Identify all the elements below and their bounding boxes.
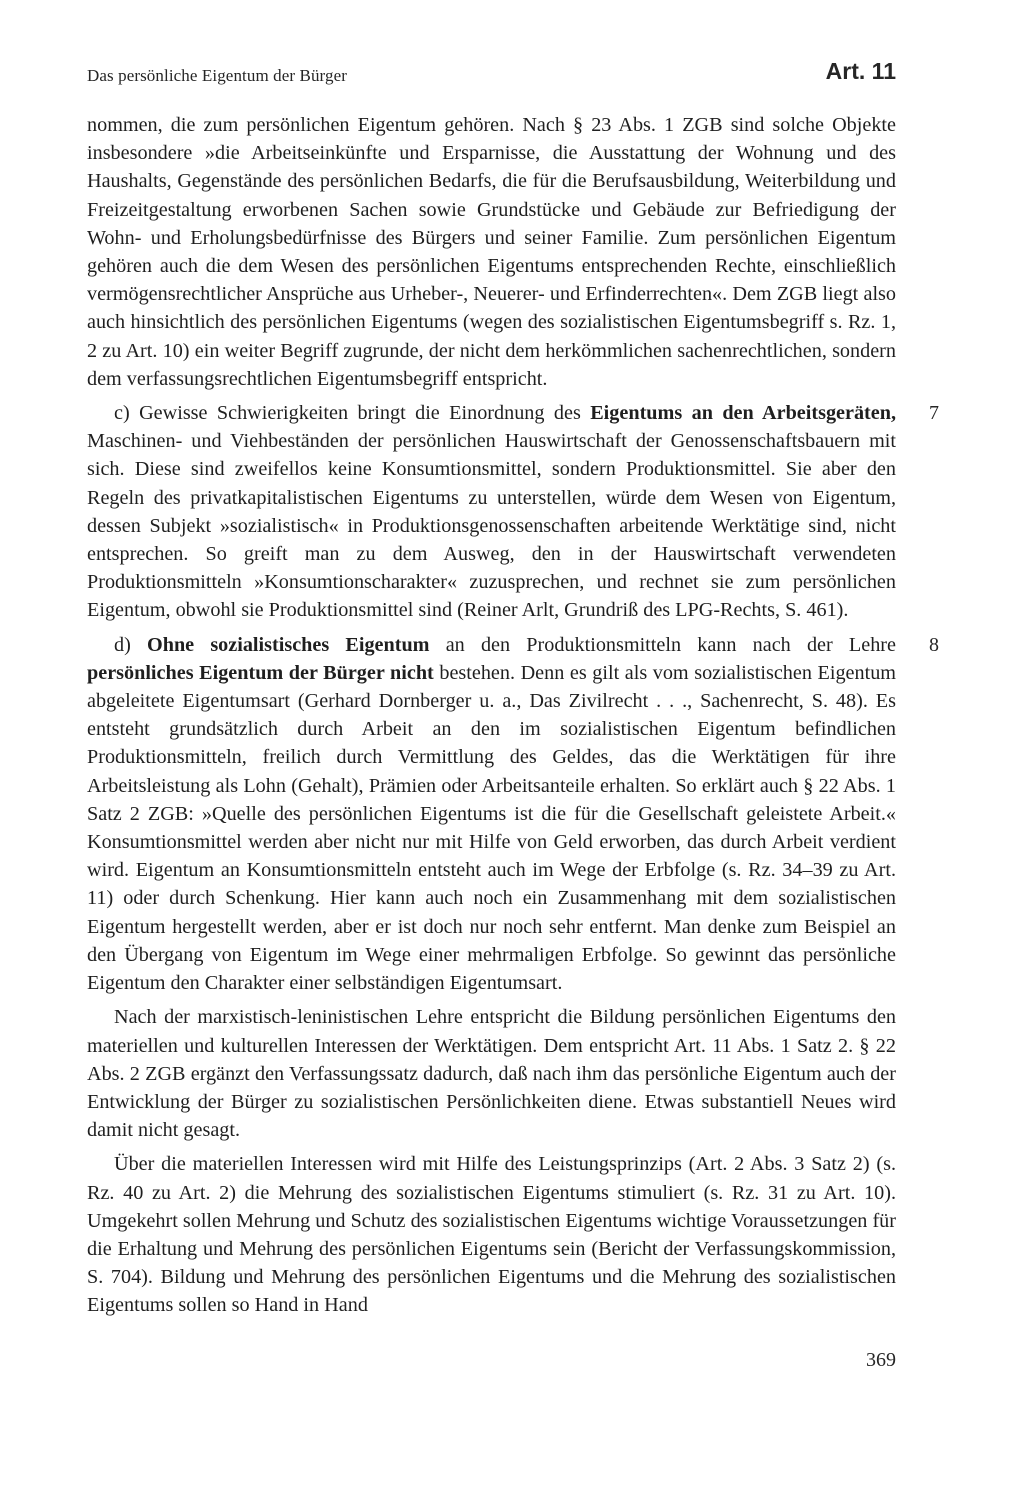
paragraph-1: nommen, die zum persönlichen Eigentum gehören. Nach § 23 Abs. 1 ZGB sind solche Objekte insbesondere »die Arbeitseinkünfte und Ersparnisse, die Ausstattung der Wohnung und des Haushalts, Gegenstände des persönlichen Bedarfs, die für die Berufsausbildung, Weiterbildung und Freizeitgestaltung erworbenen Sachen sowie Grundstücke und Gebäude zur Befriedigung der Wohn- und Erholungsbedürfnisse des Bürgers und seiner Familie. Zum persönlichen Eigentum gehören auch die dem Wesen des persönlichen Eigentums entsprechenden Rechte, einschließlich vermögensrechtlicher Ansprüche aus Urheber-, Neuerer- und Erfinderrechten«. Dem ZGB liegt also auch hinsichtlich des persönlichen Eigentums (wegen des sozialistischen Eigentumsbegriff s. Rz. 1, 2 zu Art. 10) ein weiter Begriff zugrunde, der nicht dem herkömmlichen sachenrechtlichen, sondern dem verfassungsrechtlichen Eigentumsbegriff entspricht. <box>87 114 896 390</box>
paragraph-3-text-2: an den Produktionsmitteln kann nach der Lehre <box>429 633 896 656</box>
paragraph-2-text-1: c) Gewisse Schwierigkeiten bringt die Einordnung des <box>114 402 591 425</box>
body-text <box>87 111 939 1326</box>
running-head: Das persönliche Eigentum der Bürger <box>87 66 348 85</box>
paragraph-3 <box>87 631 939 998</box>
paragraph-3-bold-1: Ohne sozialistisches Eigentum <box>147 633 430 656</box>
paragraph-2 <box>87 399 939 625</box>
article-label: Art. 11 <box>825 58 896 84</box>
page-number: 369 <box>866 1349 896 1371</box>
paragraph-4: Nach der marxistisch-leninistischen Lehre entspricht die Bildung persönlichen Eigentums den materiellen und kulturellen Interessen der Werktätigen. Dem entspricht Art. 11 Abs. 1 Satz 2. § 22 Abs. 2 ZGB ergänzt den Verfassungssatz dadurch, daß nach ihm das persönliche Eigentum auch der Entwicklung der Bürger zu sozialistischen Persönlichkeiten diene. Etwas substantiell Neues wird damit nicht gesagt. <box>87 1006 896 1142</box>
paragraph-3-text-3: bestehen. Denn es gilt als vom sozialistischen Eigentum abgeleitete Eigentumsart (Gerhard Dornberger u. a., Das Zivilrecht . . ., Sachenrecht, S. 48). Es entsteht grundsätzlich durch Arbeit an den im sozialistischen Eigentum befindlichen Produktionsmitteln, freilich durch Vermittlung des Geldes, das die Werktätigen für ihre Arbeitsleistung als Lohn (Gehalt), Prämien oder Arbeitsanteile erhalten. So erklärt auch § 22 Abs. 1 Satz 2 ZGB: »Quelle des persönlichen Eigentums ist die für die Gesellschaft geleistete Arbeit.« Konsumtionsmittel werden aber nicht nur mit Hilfe von Geld erworben, das durch Arbeit verdient wird. Eigentum an Konsumtionsmitteln entsteht auch im Wege der Erbfolge (s. Rz. 34–39 zu Art. 11) oder durch Schenkung. Hier kann auch noch ein Zusammenhang mit dem sozialistischen Eigentum hergestellt werden, aber er ist doch nur noch sehr entfernt. Man denke zum Beispiel an den Übergang von Eigentum im Wege einer mehrmaligen Erbfolge. So gewinnt das persönliche Eigentum den Charakter einer selbständigen Eigentumsart. <box>87 661 897 995</box>
paragraph-2-text-2: Maschinen- und Viehbeständen der persönlichen Hauswirtschaft der Genossenschaftsbauern mit sich. Diese sind zweifellos keine Konsumtionsmittel, sondern Produktionsmittel. Sie aber den Regeln des privatkapitalistischen Eigentums zu unterstellen, würde dem Wesen von Eigentum, dessen Subjekt »sozialistisch« in Produktionsgenossenschaften arbeitende Werktätige sind, nicht entsprechen. So greift man zu dem Ausweg, den in der Hauswirtschaft verwendeten Produktionsmitteln »Konsumtionscharakter« zuzusprechen, und rechnet sie zum persönlichen Eigentum, obwohl sie Produktionsmittel sind (Reiner Arlt, Grundriß des LPG-Rechts, S. 461). <box>87 430 896 622</box>
margin-number-7: 7 <box>929 402 939 425</box>
paragraph-3-text-1: d) <box>114 633 148 656</box>
paragraph-5: Über die materiellen Interessen wird mit Hilfe des Leistungsprinzips (Art. 2 Abs. 3 Satz 2) (s. Rz. 40 zu Art. 2) die Mehrung des sozialistischen Eigentums stimuliert (s. Rz. 31 zu Art. 10). Umgekehrt sollen Mehrung und Schutz des sozialistischen Eigentums wichtige Voraussetzungen für die Erhaltung und Mehrung des persönlichen Eigentums sein (Bericht der Verfassungskommission, S. 704). Bildung und Mehrung des persönlichen Eigentums und die Mehrung des sozialistischen Eigentums sollen so Hand in Hand <box>87 1153 896 1317</box>
margin-number-8: 8 <box>929 633 939 656</box>
paragraph-2-bold-1: Eigentums an den Arbeitsgeräten, <box>590 402 897 425</box>
paragraph-3-bold-2: persönliches Eigentum der Bürger nicht <box>87 661 434 684</box>
